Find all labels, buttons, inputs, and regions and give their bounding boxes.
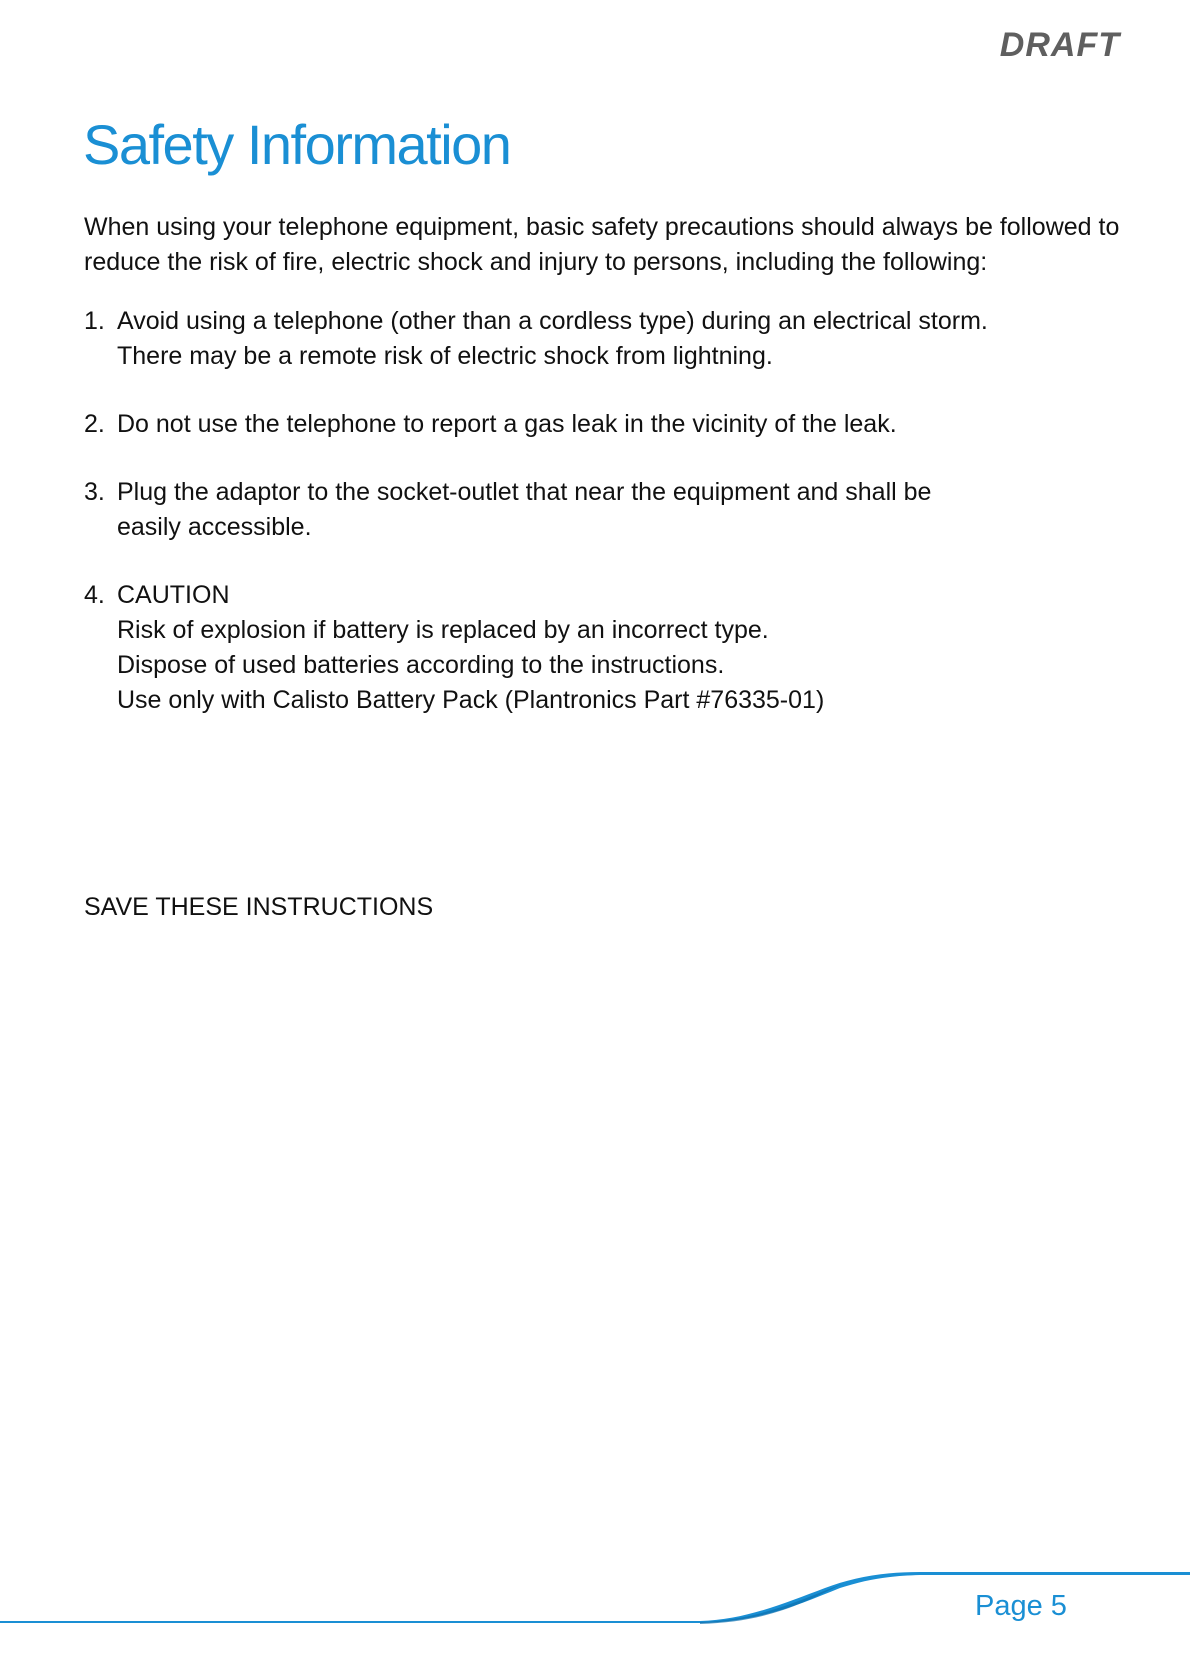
safety-item-2 [84, 407, 1124, 442]
item-line: There may be a remote risk of electric shock from lightning. [117, 342, 773, 370]
item-line: easily accessible. [117, 513, 312, 541]
item-line: Avoid using a telephone (other than a cordless type) during an electrical storm. [117, 307, 988, 335]
page-title: Safety Information [83, 113, 511, 176]
safety-content [84, 210, 1124, 751]
safety-list [84, 304, 1124, 718]
draft-watermark: DRAFT [999, 26, 1120, 64]
safety-item-3 [84, 475, 1124, 545]
caution-heading: CAUTION [117, 581, 230, 609]
save-instructions-note: SAVE THESE INSTRUCTIONS [84, 893, 434, 921]
item-number: 2. [84, 410, 105, 438]
item-line: Dispose of used batteries according to the instructions. [117, 651, 725, 679]
item-line: Do not use the telephone to report a gas leak in the vicinity of the leak. [117, 410, 897, 438]
item-line: Use only with Calisto Battery Pack (Plantronics Part #76335-01) [117, 686, 825, 714]
safety-item-4 [84, 578, 1124, 718]
item-line: Plug the adaptor to the socket-outlet that near the equipment and shall be [117, 478, 932, 506]
item-line: Risk of explosion if battery is replaced by an incorrect type. [117, 616, 769, 644]
item-number: 3. [84, 478, 105, 506]
intro-paragraph: When using your telephone equipment, basic safety precautions should always be followed to reduce the risk of fire, electric shock and injury to persons, including the following: [84, 213, 1120, 276]
page-number: Page 5 [975, 1590, 1067, 1622]
item-number: 1. [84, 307, 105, 335]
item-number: 4. [84, 581, 105, 609]
safety-item-1 [84, 304, 1124, 374]
